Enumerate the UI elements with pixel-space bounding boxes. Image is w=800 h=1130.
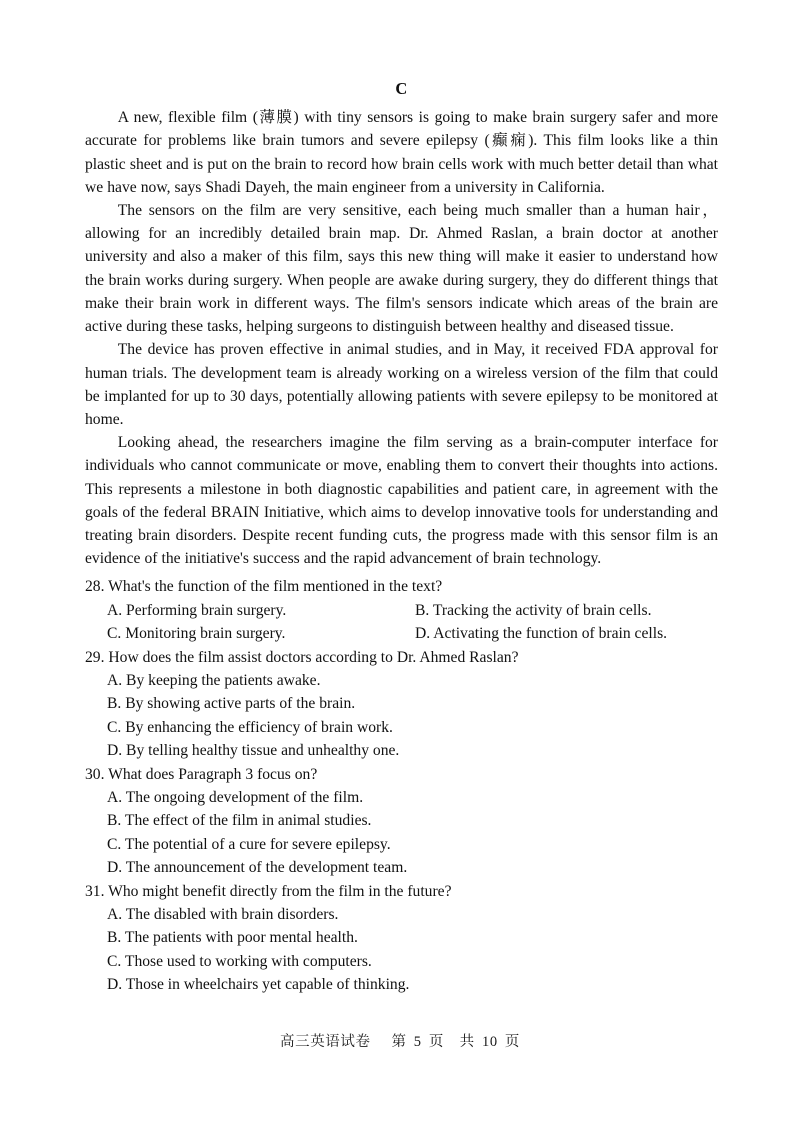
question-stem: 31. Who might benefit directly from the film in the future?	[85, 882, 452, 900]
question-stem: 30. What does Paragraph 3 focus on?	[85, 765, 318, 783]
question-31	[85, 880, 718, 997]
option-group	[85, 786, 718, 880]
page-footer	[0, 1030, 800, 1051]
option-b[interactable]: B. The patients with poor mental health.	[107, 929, 358, 947]
option-b[interactable]: B. The effect of the film in animal studies.	[107, 812, 372, 830]
option-c[interactable]: C. The potential of a cure for severe epilepsy.	[107, 835, 391, 853]
passage-paragraph-2: The sensors on the film are very sensitive, each being much smaller than a human hair，allowing for an incredibly detailed brain map. Dr. Ahmed Raslan, a brain doctor at another university and also a maker of this film, says this new thing will make it easier to understand how the brain works during surgery. When people are awake during surgery, they do different things that make their brain work in different ways. The film's sensors indicate which areas of the brain are active during these tasks, helping surgeons to distinguish between healthy and diseased tissue.	[85, 202, 718, 336]
option-d[interactable]: D. The announcement of the development team.	[107, 859, 408, 877]
option-a[interactable]: A. The ongoing development of the film.	[107, 788, 364, 806]
option-c[interactable]: C. By enhancing the efficiency of brain work.	[107, 718, 393, 736]
option-row	[85, 599, 718, 622]
option-row	[85, 622, 718, 645]
footer-of-word: 共	[459, 1034, 475, 1050]
option-a[interactable]: A. By keeping the patients awake.	[107, 671, 321, 689]
footer-page-number: 5	[413, 1034, 422, 1050]
passage-paragraph-1: A new, flexible film (薄膜) with tiny sensors is going to make brain surgery safer and more accurate for problems like brain tumors and severe epilepsy (癫痫). This film looks like a thin plastic sheet and is put on the brain to record how brain cells work with much better detail than what we have now, says Shadi Dayeh, the main engineer from a university in California.	[85, 109, 718, 196]
question-28	[85, 575, 718, 645]
passage-paragraph-4: Looking ahead, the researchers imagine the film serving as a brain-computer interface for individuals who cannot communicate or move, enabling them to convert their thoughts into actions. This represents a milestone in both diagnostic capabilities and patient care, in agreement with the goals of the federal BRAIN Initiative, which aims to develop innovative tools for understanding and treating brain disorders. Despite recent funding cuts, the progress made with this sensor film is an evidence of the initiative's success and the rapid advancement of brain technology.	[85, 434, 718, 568]
question-29	[85, 646, 718, 763]
question-stem: 29. How does the film assist doctors according to Dr. Ahmed Raslan?	[85, 648, 519, 666]
option-c[interactable]: C. Those used to working with computers.	[107, 952, 372, 970]
option-d[interactable]: D. Activating the function of brain cells.	[415, 625, 668, 643]
option-a[interactable]: A. The disabled with brain disorders.	[107, 906, 339, 924]
option-b[interactable]: B. Tracking the activity of brain cells.	[415, 601, 652, 619]
footer-total-unit: 页	[504, 1034, 520, 1050]
footer-page-unit: 页	[428, 1034, 444, 1050]
footer-total-pages: 10	[481, 1034, 498, 1050]
footer-exam-label: 高三英语试卷	[280, 1034, 371, 1050]
option-a[interactable]: A. Performing brain surgery.	[107, 601, 287, 619]
option-c[interactable]: C. Monitoring brain surgery.	[107, 625, 286, 643]
option-group	[85, 599, 718, 646]
option-group	[85, 669, 718, 763]
option-d[interactable]: D. Those in wheelchairs yet capable of thinking.	[107, 976, 410, 994]
option-b[interactable]: B. By showing active parts of the brain.	[107, 695, 356, 713]
question-stem: 28. What's the function of the film mentioned in the text?	[85, 578, 443, 596]
section-letter-heading: C	[395, 79, 408, 98]
questions-list	[85, 575, 718, 996]
option-group	[85, 903, 718, 997]
footer-page-word: 第	[391, 1034, 407, 1050]
passage-paragraph-3: The device has proven effective in animal studies, and in May, it received FDA approval for human trials. The development team is already working on a wireless version of the film that could be implanted for up to 30 days, potentially allowing patients with severe epilepsy to be monitored at home.	[85, 341, 718, 428]
question-30	[85, 763, 718, 880]
option-d[interactable]: D. By telling healthy tissue and unhealthy one.	[107, 742, 400, 760]
page-content	[85, 78, 718, 997]
